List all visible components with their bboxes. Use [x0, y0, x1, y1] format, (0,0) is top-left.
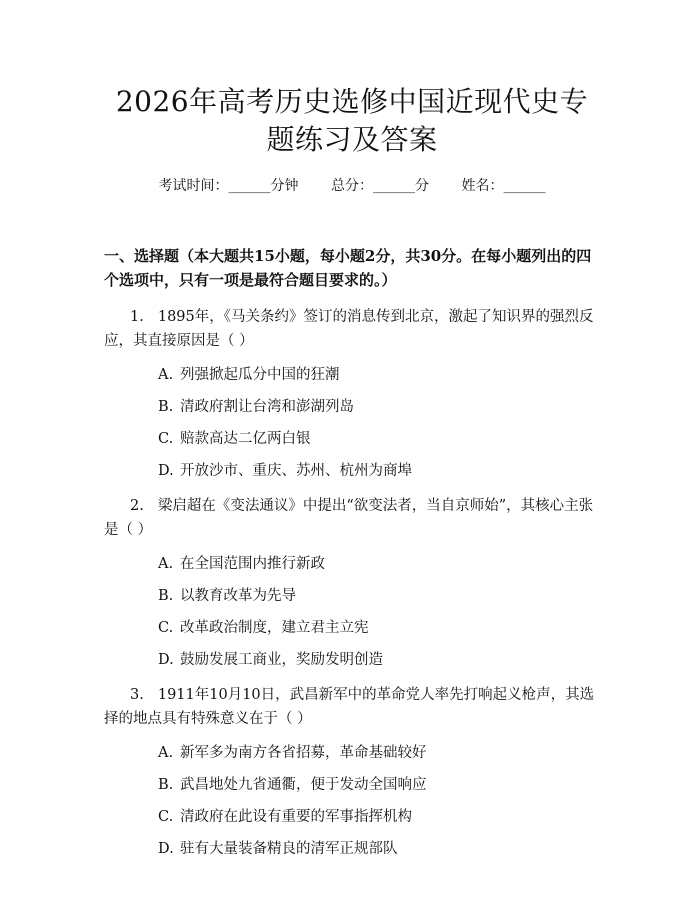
- option-a[interactable]: [104, 743, 600, 763]
- option-text: 新军多为南方各省招募，革命基础较好: [180, 745, 427, 761]
- question-3: [104, 683, 600, 731]
- option-text: 改革政治制度，建立君主立宪: [180, 620, 369, 636]
- section-heading: 一、选择题（本大题共15小题，每小题2分，共30分。在每小题列出的四个选项中，只有一项是最符合题目要求的。）: [104, 247, 592, 289]
- question-stem: 1895年，《马关条约》签订的消息传到北京，激起了知识界的强烈反应，其直接原因是（ ）: [104, 309, 594, 349]
- option-d[interactable]: [104, 461, 600, 481]
- option-a[interactable]: [104, 554, 600, 574]
- option-text: 武昌地处九省通衢，便于发动全国响应: [180, 777, 427, 793]
- option-text: 赔款高达二亿两白银: [180, 431, 311, 447]
- option-letter: B.: [158, 777, 174, 793]
- option-a[interactable]: [104, 365, 600, 385]
- question-number: 1.: [130, 309, 144, 325]
- option-letter: C.: [158, 620, 174, 636]
- page-title: 2026年高考历史选修中国近现代史专题练习及答案: [115, 85, 589, 156]
- option-letter: A.: [158, 367, 174, 383]
- question-1: [104, 305, 600, 353]
- option-b[interactable]: [104, 397, 600, 417]
- option-letter: A.: [158, 745, 174, 761]
- option-letter: D.: [158, 463, 174, 479]
- option-letter: D.: [158, 841, 174, 857]
- option-d[interactable]: [104, 650, 600, 670]
- option-d[interactable]: [104, 839, 600, 859]
- option-letter: D.: [158, 652, 174, 668]
- question-3-options: [104, 743, 600, 859]
- question-stem: 1911年10月10日，武昌新军中的革命党人率先打响起义枪声，其选择的地点具有特殊意义在于（ ）: [104, 687, 595, 727]
- option-c[interactable]: [104, 429, 600, 449]
- question-2: [104, 494, 600, 542]
- option-text: 清政府割让台湾和澎湖列岛: [180, 399, 354, 415]
- option-letter: B.: [158, 399, 174, 415]
- option-text: 在全国范围内推行新政: [180, 556, 325, 572]
- option-text: 列强掀起瓜分中国的狂潮: [180, 367, 340, 383]
- question-number: 2.: [130, 498, 144, 514]
- question-number: 3.: [130, 687, 144, 703]
- option-c[interactable]: [104, 807, 600, 827]
- option-b[interactable]: [104, 775, 600, 795]
- question-2-options: [104, 554, 600, 670]
- option-letter: A.: [158, 556, 174, 572]
- option-text: 清政府在此设有重要的军事指挥机构: [180, 809, 412, 825]
- name-label: 姓名：______: [461, 178, 546, 194]
- exam-time-label: 考试时间：______分钟: [158, 178, 299, 194]
- option-text: 以教育改革为先导: [180, 588, 296, 604]
- option-text: 驻有大量装备精良的清军正规部队: [180, 841, 398, 857]
- option-c[interactable]: [104, 618, 600, 638]
- option-letter: C.: [158, 431, 174, 447]
- option-b[interactable]: [104, 586, 600, 606]
- question-stem: 梁启超在《变法通议》中提出“欲变法者，当自京师始”，其核心主张是（ ）: [104, 498, 594, 538]
- question-1-options: [104, 365, 600, 481]
- total-score-label: 总分：______分: [331, 178, 429, 194]
- exam-info-line: [104, 176, 600, 196]
- option-letter: C.: [158, 809, 174, 825]
- option-text: 开放沙市、重庆、苏州、杭州为商埠: [180, 463, 412, 479]
- option-text: 鼓励发展工商业，奖励发明创造: [180, 652, 383, 668]
- option-letter: B.: [158, 588, 174, 604]
